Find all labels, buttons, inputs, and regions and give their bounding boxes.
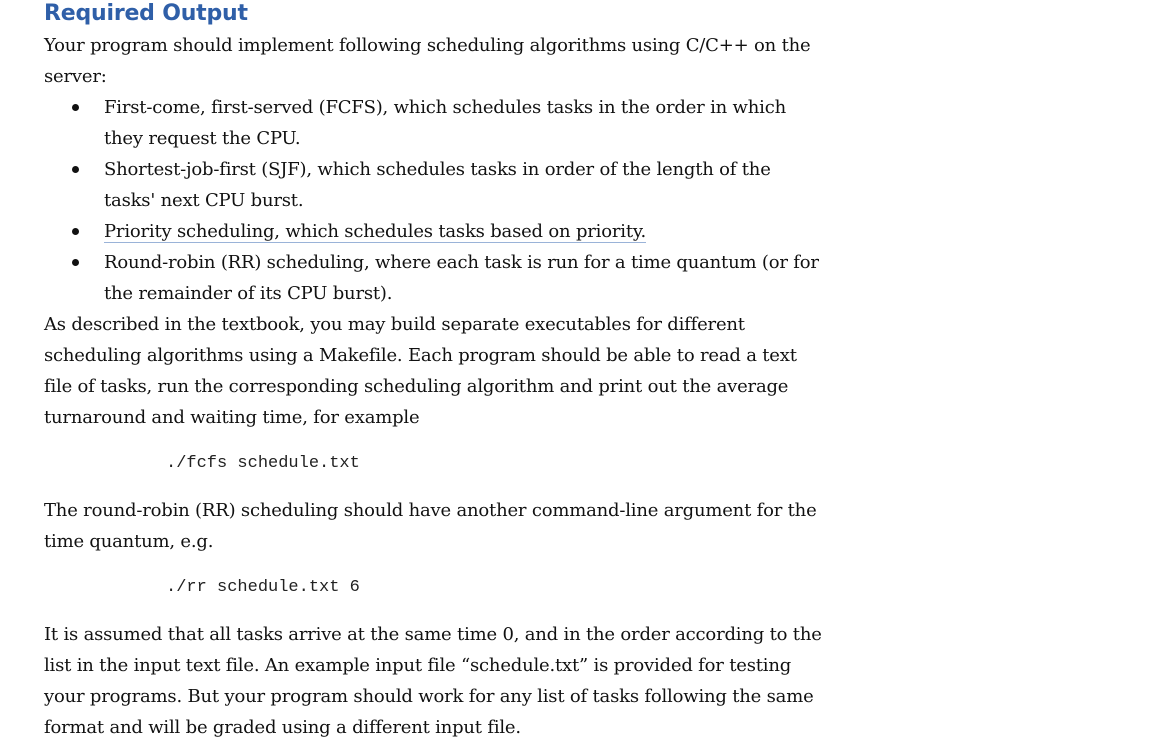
list-item-rr	[44, 247, 824, 309]
list-item-text: First-come, first-served (FCFS), which schedules tasks in the order in which they request the CPU.	[104, 97, 786, 149]
list-item-fcfs	[44, 92, 824, 154]
section-heading: Required Output	[44, 1, 248, 26]
rr-command-example: ./rr schedule.txt 6	[166, 578, 360, 597]
list-item-text: Priority scheduling, which schedules tasks based on priority.	[104, 221, 646, 242]
list-item-text: Shortest-job-first (SJF), which schedules tasks in order of the length of the tasks' next CPU burst.	[104, 159, 771, 211]
assumptions-paragraph: It is assumed that all tasks arrive at the same time 0, and in the order according to the list in the input text file. An example input file “schedule.txt” is provided for testing your programs. But your program should work for any list of tasks following the same format and will be graded using a different input file.	[44, 624, 822, 738]
intro-paragraph: Your program should implement following scheduling algorithms using C/C++ on the server:	[44, 35, 811, 87]
list-item-text: Round-robin (RR) scheduling, where each task is run for a time quantum (or for the remainder of its CPU burst).	[104, 252, 819, 304]
algorithm-list	[44, 92, 1134, 309]
bullet-icon	[72, 259, 79, 266]
makefile-paragraph: As described in the textbook, you may build separate executables for different scheduling algorithms using a Makefile. Each program should be able to read a text file of tasks, run the corresponding scheduling algorithm and print out the average turnaround and waiting time, for example	[44, 314, 797, 428]
list-item-priority	[44, 216, 824, 247]
bullet-icon	[72, 104, 79, 111]
rr-paragraph: The round-robin (RR) scheduling should have another command-line argument for the time quantum, e.g.	[44, 500, 817, 552]
list-item-sjf	[44, 154, 824, 216]
fcfs-command-example: ./fcfs schedule.txt	[166, 454, 360, 473]
document-page	[44, 0, 1134, 743]
bullet-icon	[72, 166, 79, 173]
bullet-icon	[72, 228, 79, 235]
